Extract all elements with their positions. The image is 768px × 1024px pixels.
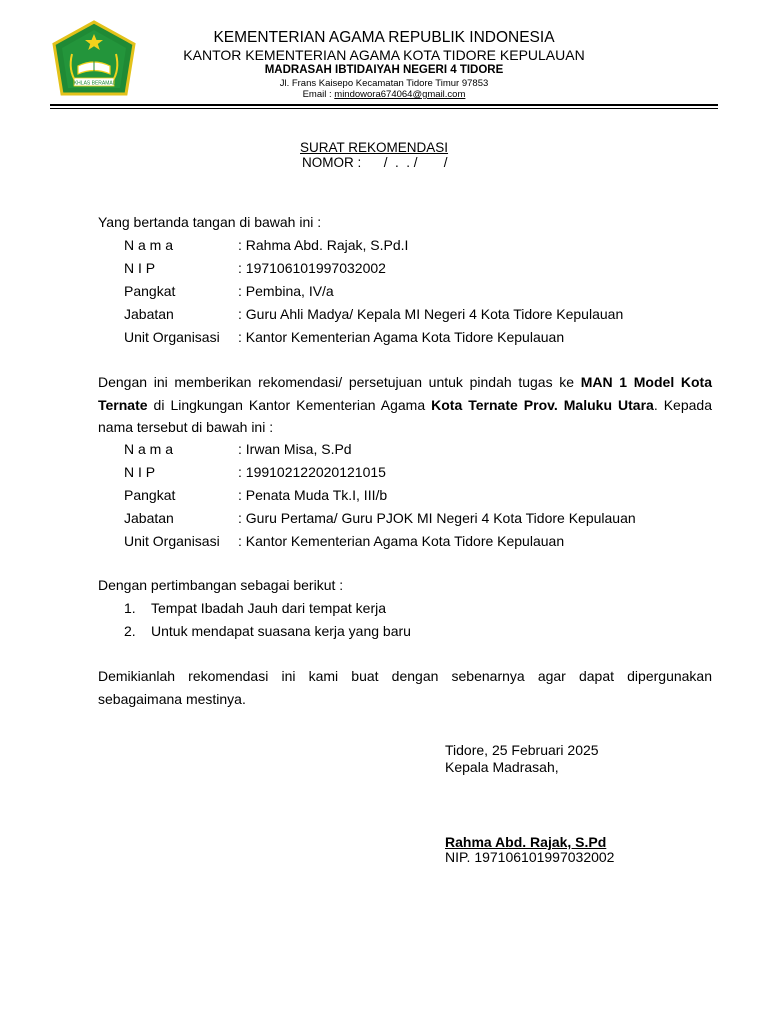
recommendation-text-1: Dengan ini memberikan rekomendasi/ persetujuan untuk pindah tugas ke: [98, 374, 581, 390]
signer-name: Rahma Abd. Rajak, S.Pd: [445, 834, 607, 850]
header-office: KANTOR KEMENTERIAN AGAMA KOTA TIDORE KEPULAUAN: [183, 47, 585, 63]
subject-rank-label: Pangkat: [124, 487, 176, 503]
signer-nip-label: N I P: [124, 260, 156, 276]
signer-rank-value: : Pembina, IV/a: [238, 283, 334, 299]
signer-name-label: N a m a: [124, 237, 174, 253]
signer-nip-value: : 197106101997032002: [238, 260, 386, 276]
considerations-intro: Dengan pertimbangan sebagai berikut :: [98, 577, 344, 593]
closing-paragraph: Demikianlah rekomendasi ini kami buat dengan sebenarnya agar dapat dipergunakan sebagaimana mestinya.: [98, 668, 712, 707]
signer-nip: NIP. 197106101997032002: [445, 849, 615, 865]
signer-position-label: Jabatan: [124, 306, 174, 322]
header-school: MADRASAH IBTIDAIYAH NEGERI 4 TIDORE: [264, 64, 504, 76]
consideration-number: 2.: [124, 623, 136, 639]
consideration-number: 1.: [124, 600, 136, 616]
subject-nip-value: : 199102122020121015: [238, 464, 386, 480]
signer-unit-value: : Kantor Kementerian Agama Kota Tidore Kepulauan: [238, 329, 565, 345]
signer-rank-label: Pangkat: [124, 283, 176, 299]
destination-region: Kota Ternate Prov. Maluku Utara: [431, 396, 654, 413]
header-email-line: [0, 89, 768, 100]
header-rule-thick: [50, 104, 718, 106]
place-date: Tidore, 25 Februari 2025: [445, 742, 599, 758]
subject-rank-value: : Penata Muda Tk.I, III/b: [238, 487, 388, 503]
signer-position-value: : Guru Ahli Madya/ Kepala MI Negeri 4 Kota Tidore Kepulauan: [238, 306, 624, 322]
subject-nip-label: N I P: [124, 464, 156, 480]
subject-name-label: N a m a: [124, 441, 174, 457]
intro-text: Yang bertanda tangan di bawah ini :: [98, 214, 322, 230]
consideration-item: Untuk mendapat suasana kerja yang baru: [151, 623, 411, 639]
subject-unit-value: : Kantor Kementerian Agama Kota Tidore Kepulauan: [238, 533, 565, 549]
subject-position-value: : Guru Pertama/ Guru PJOK MI Negeri 4 Kota Tidore Kepulauan: [238, 510, 636, 526]
recommendation-paragraph: [98, 371, 712, 439]
recommendation-text-2: di Lingkungan Kantor Kementerian Agama: [147, 396, 432, 413]
email-link[interactable]: mindowora674064@gmail.com: [334, 89, 466, 100]
letter-number: NOMOR : / . . / /: [302, 155, 448, 170]
destination-school: MAN 1 Model Kota Ternate: [98, 374, 712, 413]
subject-unit-label: Unit Organisasi: [124, 533, 220, 549]
letter-title: SURAT REKOMENDASI: [300, 140, 449, 155]
signer-unit-label: Unit Organisasi: [124, 329, 220, 345]
signer-name-value: : Rahma Abd. Rajak, S.Pd.I: [238, 237, 409, 253]
consideration-item: Tempat Ibadah Jauh dari tempat kerja: [151, 600, 387, 616]
subject-position-label: Jabatan: [124, 510, 174, 526]
recommendation-text-3: . Kepada nama tersebut di bawah ini :: [98, 396, 712, 435]
subject-name-value: : Irwan Misa, S.Pd: [238, 441, 352, 457]
signer-position-title: Kepala Madrasah,: [445, 759, 559, 775]
header-address: Jl. Frans Kaisepo Kecamatan Tidore Timur 97853: [279, 78, 489, 89]
header-ministry: KEMENTERIAN AGAMA REPUBLIK INDONESIA: [213, 29, 555, 46]
email-label: Email :: [302, 89, 335, 100]
svg-text:IKHLAS BERAMAL: IKHLAS BERAMAL: [72, 80, 116, 87]
header-rule-thin: [50, 108, 718, 109]
